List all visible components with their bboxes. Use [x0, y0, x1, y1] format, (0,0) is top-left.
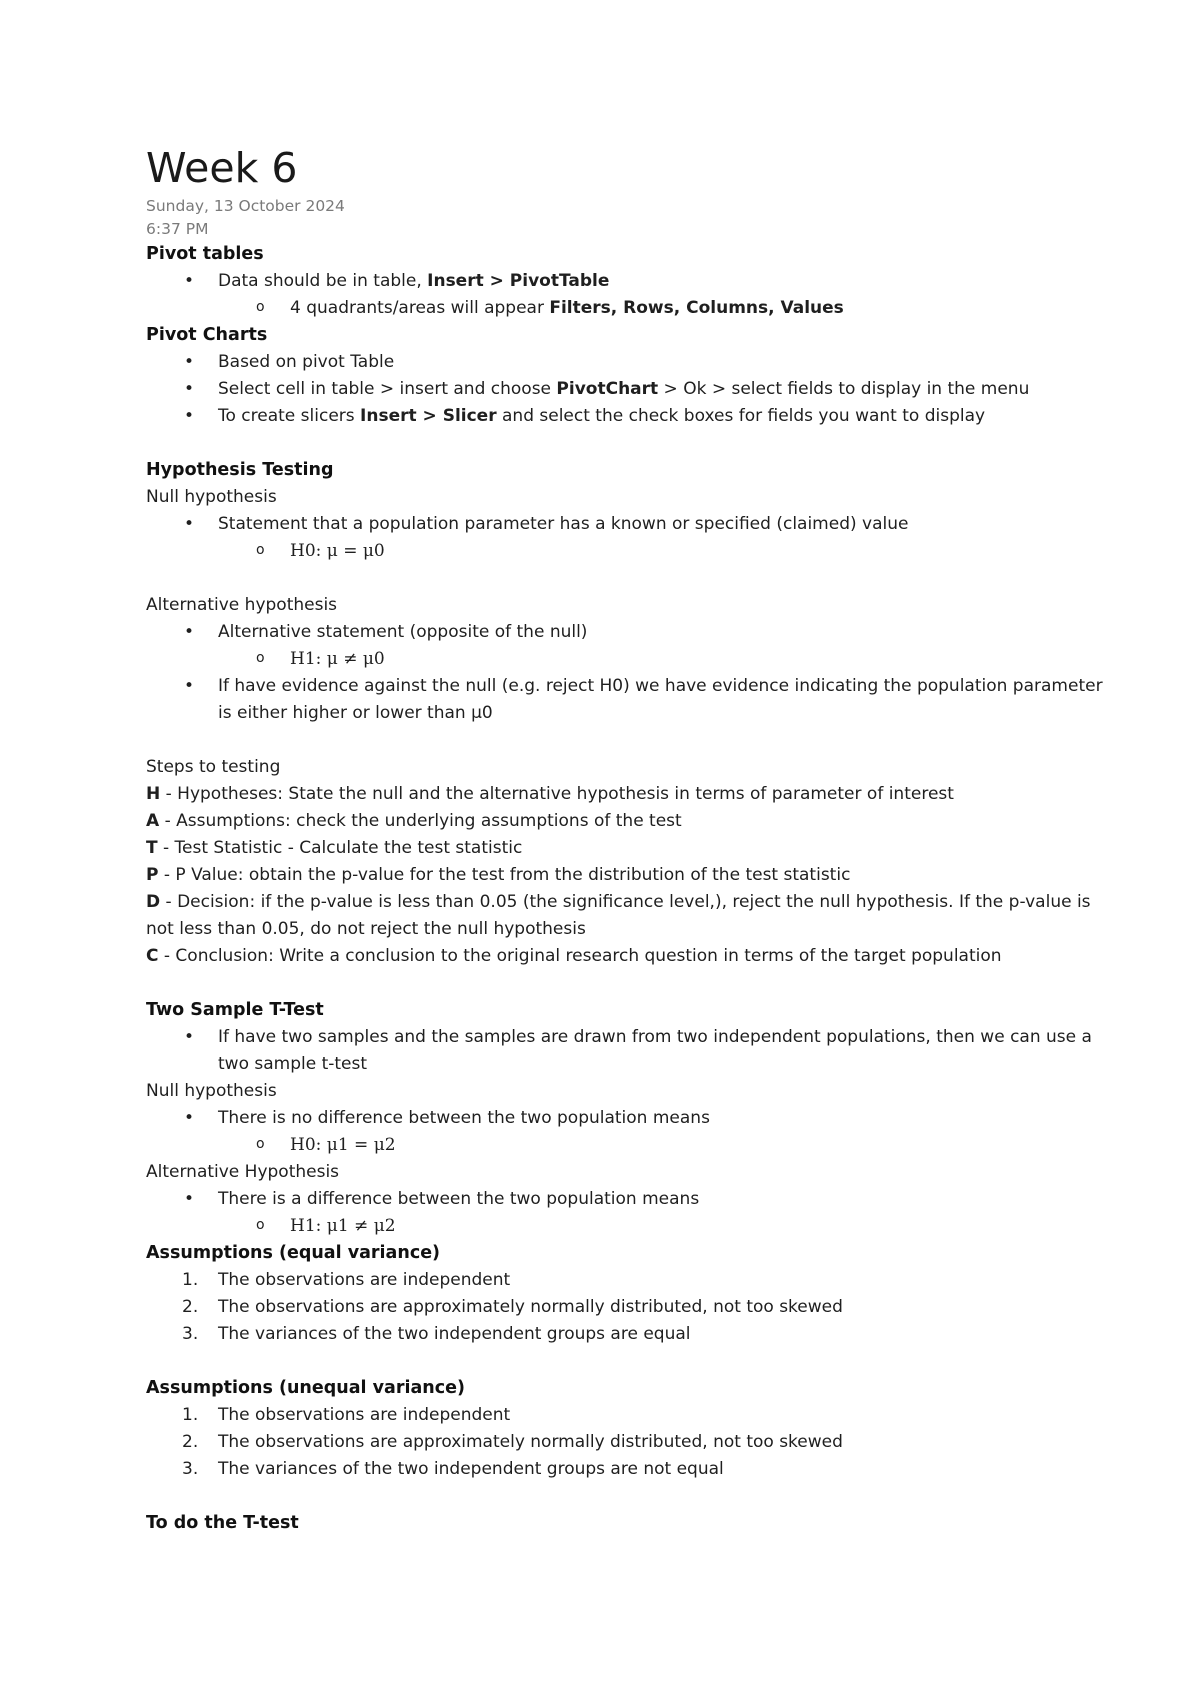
step-row: C - Conclusion: Write a conclusion to the original research question in terms of the target population	[146, 946, 1002, 966]
list-item: 2. The observations are approximately normally distributed, not too skewed	[182, 1432, 843, 1452]
step-row: P - P Value: obtain the p-value for the test from the distribution of the test statistic	[146, 865, 851, 885]
list-item: • There is no difference between the two population means o H0: μ1 = μ2	[146, 1105, 1106, 1159]
step-row: A - Assumptions: check the underlying assumptions of the test	[146, 811, 682, 831]
two-sample-alt-formula: H1: μ1 ≠ μ2	[290, 1216, 396, 1236]
two-sample-alt-label: Alternative Hypothesis	[146, 1162, 340, 1182]
list-item: • If have evidence against the null (e.g. reject H0) we have evidence indicating the population parameter is either higher or lower than μ0	[184, 676, 1103, 723]
list-item: • Select cell in table > insert and choose PivotChart > Ok > select fields to display in the menu	[184, 379, 1030, 399]
two-sample-null-formula: H0: μ1 = μ2	[290, 1135, 396, 1155]
list-item: o H1: μ ≠ μ0	[256, 649, 385, 669]
heading-hypothesis-testing: Hypothesis Testing	[146, 460, 334, 480]
step-row: T - Test Statistic - Calculate the test statistic	[146, 838, 523, 858]
heading-assumptions-equal: Assumptions (equal variance)	[146, 1243, 441, 1263]
list-item: • Based on pivot Table	[184, 352, 395, 372]
heading-assumptions-unequal: Assumptions (unequal variance)	[146, 1378, 465, 1398]
alt-hypothesis-label: Alternative hypothesis	[146, 595, 338, 615]
list-item: 2. The observations are approximately normally distributed, not too skewed	[182, 1297, 843, 1317]
step-row: D - Decision: if the p-value is less than 0.05 (the significance level,), reject the null hypothesis. If the p-value is not less than 0.05, do not reject the null hypothesis	[146, 892, 1091, 939]
note-content	[146, 142, 1106, 1537]
list-item: 3. The variances of the two independent groups are equal	[182, 1324, 691, 1344]
list-item: • To create slicers Insert > Slicer and select the check boxes for fields you want to display	[184, 406, 986, 426]
heading-pivot-tables: Pivot tables	[146, 244, 264, 264]
two-sample-null-label: Null hypothesis	[146, 1081, 277, 1101]
list-item: o H0: μ = μ0	[256, 541, 385, 561]
note-time: 6:37 PM	[146, 220, 209, 238]
heading-two-sample: Two Sample T-Test	[146, 1000, 324, 1020]
list-item: • There is a difference between the two population means o H1: μ1 ≠ μ2	[146, 1186, 1106, 1240]
list-item: 3. The variances of the two independent groups are not equal	[182, 1459, 724, 1479]
list-item: • If have two samples and the samples are drawn from two independent populations, then we can use a two sample t-test	[184, 1027, 1092, 1074]
null-formula: H0: μ = μ0	[290, 541, 385, 561]
list-item: o 4 quadrants/areas will appear Filters, Rows, Columns, Values	[256, 298, 844, 318]
note-date: Sunday, 13 October 2024	[146, 197, 345, 215]
list-item: o H0: μ1 = μ2	[256, 1135, 396, 1155]
heading-to-do-t-test: To do the T-test	[146, 1513, 299, 1533]
list-item: • Alternative statement (opposite of the null) o H1: μ ≠ μ0	[146, 619, 1106, 673]
list-item: • Statement that a population parameter has a known or specified (claimed) value o H0: μ = μ0	[146, 511, 1106, 565]
heading-pivot-charts: Pivot Charts	[146, 325, 268, 345]
list-item: 1. The observations are independent	[182, 1405, 511, 1425]
alt-formula: H1: μ ≠ μ0	[290, 649, 385, 669]
null-hypothesis-label: Null hypothesis	[146, 487, 277, 507]
pivot-charts-list	[146, 349, 1106, 430]
list-item: o H1: μ1 ≠ μ2	[256, 1216, 396, 1236]
steps-label: Steps to testing	[146, 757, 281, 777]
list-item: • Data should be in table, Insert > PivotTable o 4 quadrants/areas will appear Filters, Rows, Columns, Values	[146, 268, 1106, 322]
step-row: H - Hypotheses: State the null and the alternative hypothesis in terms of parameter of interest	[146, 784, 954, 804]
list-item: 1. The observations are independent	[182, 1270, 511, 1290]
page-title: Week 6	[146, 144, 298, 192]
pivot-tables-list	[146, 268, 1106, 322]
